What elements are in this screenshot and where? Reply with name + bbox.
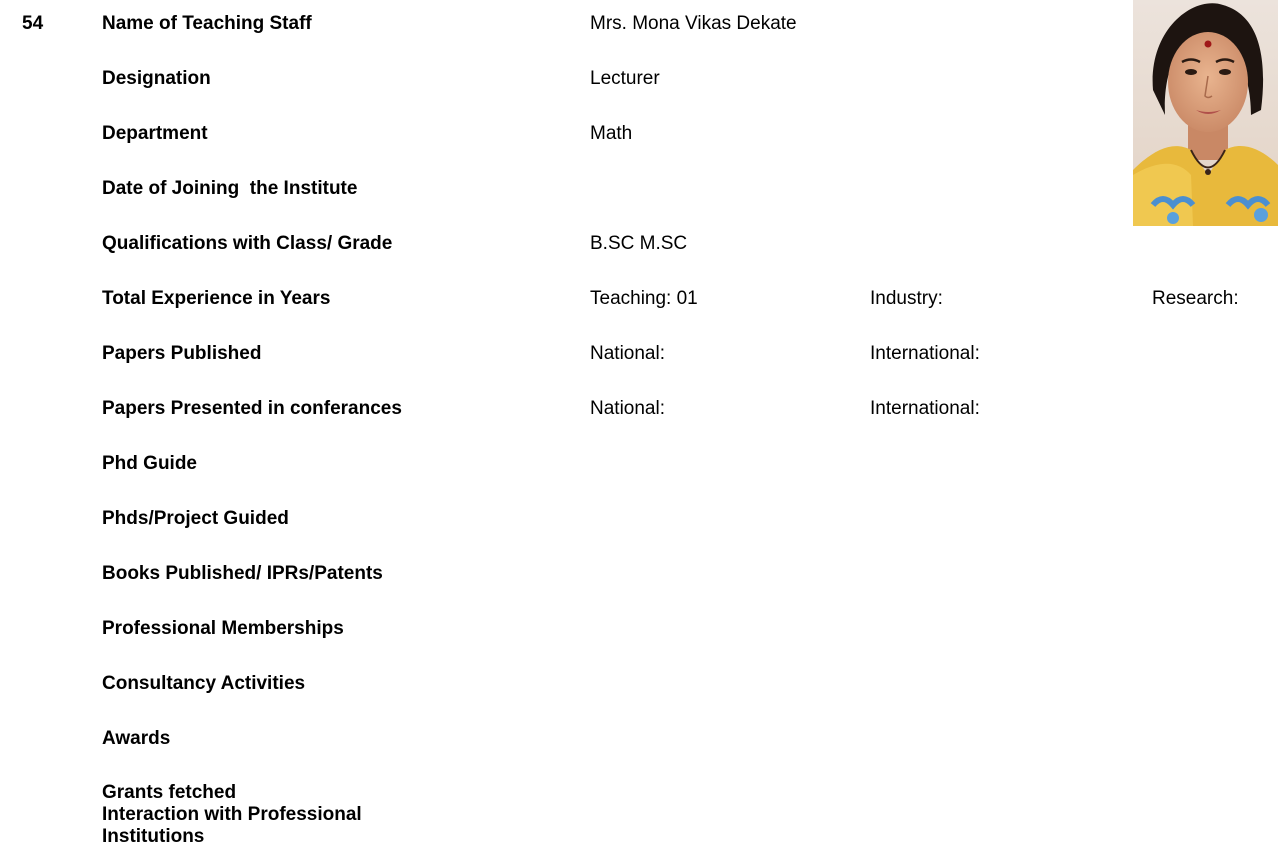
value-papers-presented-national: National: [590,398,665,419]
label-name-of-teaching-staff: Name of Teaching Staff [102,13,312,34]
label-designation: Designation [102,68,211,89]
label-consultancy-activities: Consultancy Activities [102,673,306,694]
label-awards: Awards [102,728,171,749]
value-papers-published-national: National: [590,343,665,364]
value-designation: Lecturer [590,68,660,89]
value-papers-published-international: International: [870,343,980,364]
label-books-published: Books Published/ IPRs/Patents [102,563,383,584]
value-industry-experience: Industry: [870,288,943,309]
value-teaching-experience: Teaching: 01 [590,288,698,309]
value-papers-presented-international: International: [870,398,980,419]
serial-number: 54 [22,13,44,34]
staff-portrait-photo [1133,0,1278,226]
label-department: Department [102,123,208,144]
label-date-of-joining: Date of Joining the Institute [102,178,358,199]
label-papers-presented: Papers Presented in conferances [102,398,402,419]
label-qualifications: Qualifications with Class/ Grade [102,233,393,254]
label-total-experience: Total Experience in Years [102,288,331,309]
value-research-experience: Research: [1152,288,1239,309]
label-grants-fetched: Grants fetched [102,782,237,803]
value-department: Math [590,123,633,144]
label-phds-project-guided: Phds/Project Guided [102,508,289,529]
label-professional-memberships: Professional Memberships [102,618,344,639]
value-qualifications: B.SC M.SC [590,233,688,254]
value-staff-name: Mrs. Mona Vikas Dekate [590,13,797,34]
label-interaction-professional-institutions: Interaction with Professional Institutions [102,804,362,847]
label-papers-published: Papers Published [102,343,262,364]
label-phd-guide: Phd Guide [102,453,197,474]
